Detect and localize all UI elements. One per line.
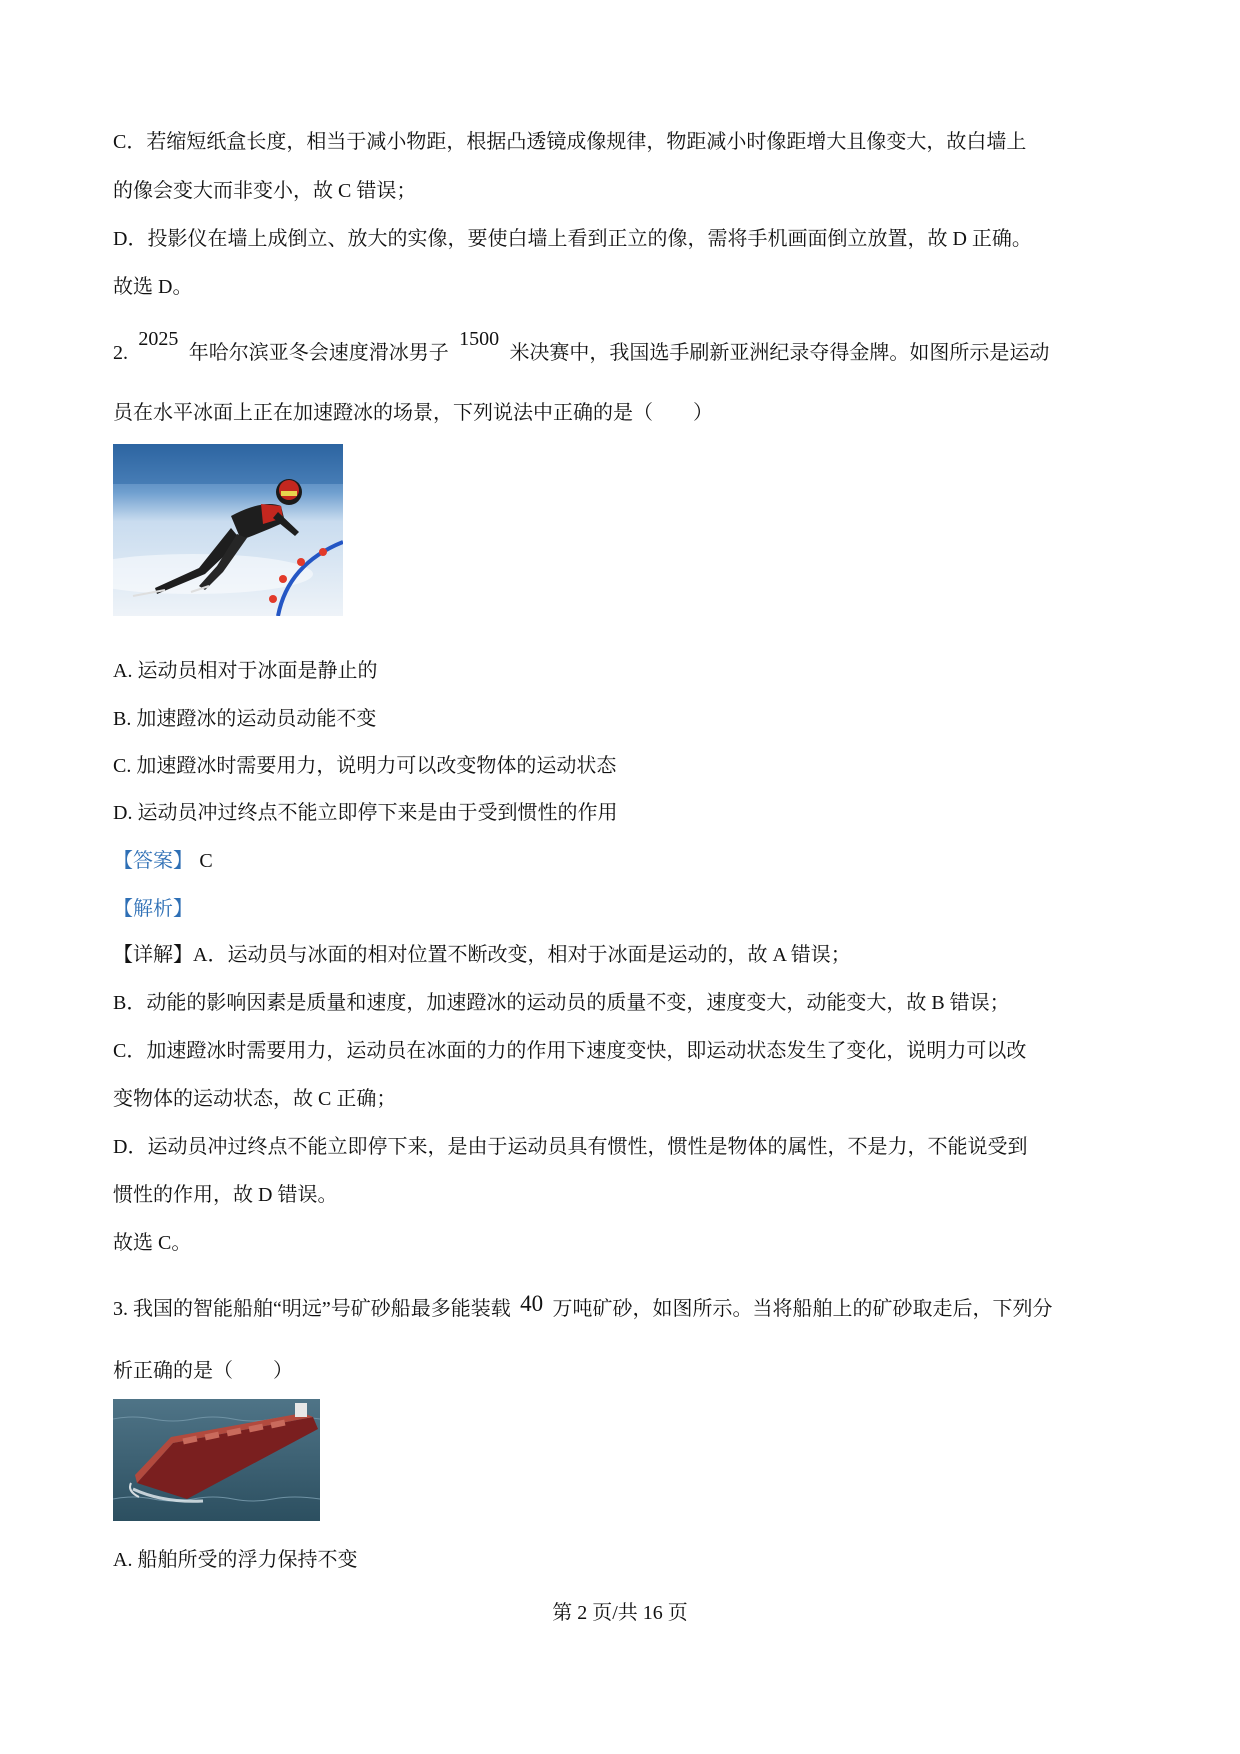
stem-text: 年哈尔滨亚冬会速度滑冰男子: [188, 340, 449, 364]
detail-line: B．动能的影响因素是质量和速度，加速蹬冰的运动员的质量不变，速度变大，动能变大，故 B 错误；: [113, 992, 1010, 1014]
stem-text: 米决赛中，我国选手刷新亚洲纪录夺得金牌。如图所示是运动: [509, 340, 1050, 364]
text-line: D．投影仪在墙上成倒立、放大的实像，要使白墙上看到正立的像，需将手机画面倒立放置，故 D 正确。: [113, 228, 1032, 250]
question-3-stem: [113, 1291, 1133, 1323]
option-d: D. 运动员冲过终点不能立即停下来是由于受到惯性的作用: [113, 802, 618, 824]
detail-line: 变物体的运动状态，故 C 正确；: [113, 1088, 397, 1110]
analysis-tag: 【解析】: [113, 896, 193, 920]
answer-tag: 【答案】: [113, 848, 193, 872]
detail-line: D．运动员冲过终点不能立即停下来，是由于运动员具有惯性，惯性是物体的属性，不是力，不能说受到: [113, 1136, 1028, 1158]
detail-line: C．加速蹬冰时需要用力，运动员在冰面的力的作用下速度变快，即运动状态发生了变化，说明力可以改: [113, 1040, 1027, 1062]
year-value: 2025: [138, 328, 179, 350]
stem-text: 3. 我国的智能船舶“明远”号矿砂船最多能装载: [113, 1298, 511, 1320]
option-c: C. 加速蹬冰时需要用力，说明力可以改变物体的运动状态: [113, 755, 617, 777]
speed-skater-image: [113, 444, 343, 616]
tonnage-value: 40: [520, 1291, 544, 1316]
text-line: C．若缩短纸盒长度，相当于减小物距，根据凸透镜成像规律，物距减小时像距增大且像变大，故白墙上: [113, 131, 1027, 153]
detail-line: 【详解】A．运动员与冰面的相对位置不断改变，相对于冰面是运动的，故 A 错误；: [113, 944, 851, 966]
detail-line: 惯性的作用，故 D 错误。: [113, 1184, 338, 1206]
question-2-stem: [113, 328, 1133, 367]
detail-line: 故选 C。: [113, 1232, 192, 1254]
answer-value: C: [199, 850, 213, 872]
question-2-stem-line2: 员在水平冰面上正在加速蹬冰的场景，下列说法中正确的是（ ）: [113, 400, 713, 424]
text-line: 故选 D。: [113, 276, 193, 298]
answer-line: [113, 846, 1133, 875]
option-a: A. 船舶所受的浮力保持不变: [113, 1549, 358, 1571]
distance-value: 1500: [459, 328, 500, 350]
option-b: B. 加速蹬冰的运动员动能不变: [113, 708, 377, 730]
stem-text: 万吨矿砂，如图所示。当将船舶上的矿砂取走后，下列分: [552, 1296, 1053, 1320]
question-number: 2.: [113, 342, 128, 364]
page-footer: 第 2 页/共 16 页: [552, 1602, 688, 1624]
option-a: A. 运动员相对于冰面是静止的: [113, 660, 378, 682]
text-line: 的像会变大而非变小，故 C 错误；: [113, 180, 417, 202]
question-3-stem-line2: 析正确的是（ ）: [113, 1358, 293, 1382]
ore-carrier-image: [113, 1399, 320, 1521]
